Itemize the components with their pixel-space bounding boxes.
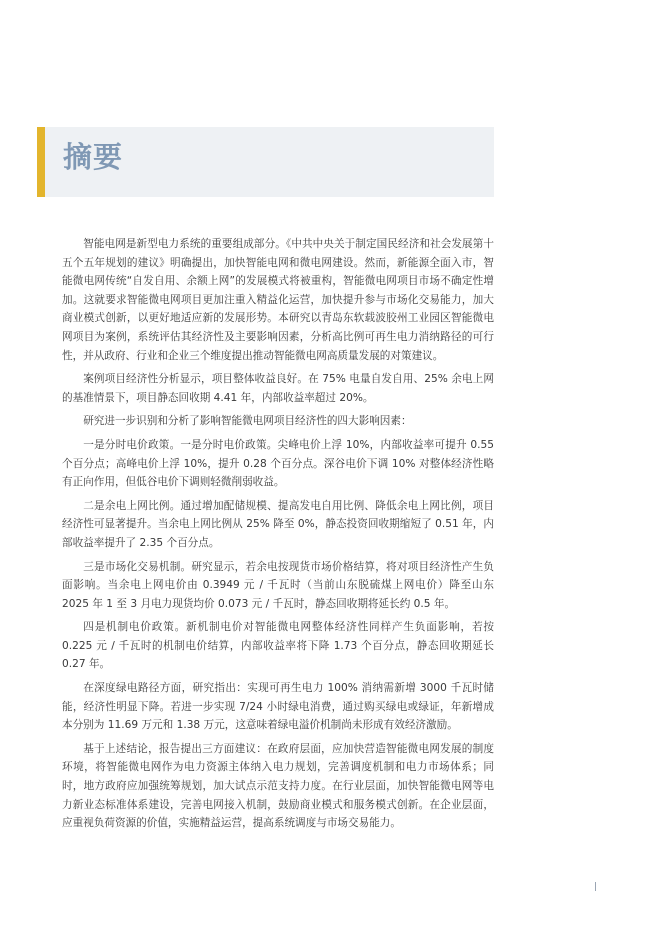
abstract-body	[62, 235, 494, 838]
page-title: 摘要	[63, 140, 124, 174]
section-title-band	[37, 127, 494, 197]
paragraph-factor-grid-export: 二是余电上网比例。通过增加配储规模、提高发电自用比例、降低余电上网比例，项目经济性可显著提升。当余电上网比例从 25% 降至 0%，静态投资回收期缩短了 0.51 年，内部收益率提升了 2.35 个百分点。	[62, 499, 494, 549]
paragraph-recommendations: 基于上述结论，报告提出三方面建议：在政府层面，应加快营造智能微电网发展的制度环境，将智能微电网作为电力资源主体纳入电力规划，完善调度机制和电力市场体系；同时，地方政府应加强统筹规划，加大试点示范支持力度。在行业层面，加快智能微电网等电力新业态标准体系建设，完善电网接入机制，鼓励商业模式和服务模式创新。在企业层面，应重视负荷资源的价值，实施精益运营，提高系统调度与市场交易能力。	[62, 742, 494, 830]
paragraph-economics: 案例项目经济性分析显示，项目整体收益良好。在 75% 电量自发自用、25% 余电上网的基准情景下，项目静态回收期 4.41 年，内部收益率超过 20%。	[62, 373, 494, 404]
title-accent-bar	[37, 127, 45, 197]
paragraph-factors-intro: 研究进一步识别和分析了影响智能微电网项目经济性的四大影响因素：	[83, 415, 412, 428]
paragraph-factor-market-trading: 三是市场化交易机制。研究显示，若余电按现货市场价格结算，将对项目经济性产生负面影响。当余电上网电价由 0.3949 元 / 千瓦时（当前山东脱硫煤上网电价）降至山东 2025 年 1 至 3 月电力现货均价 0.073 元 / 千瓦时，静态回收期将延长约 0.5 年。	[62, 560, 494, 610]
paragraph-intro: 智能电网是新型电力系统的重要组成部分。《中共中央关于制定国民经济和社会发展第十五个五年规划的建议》明确提出，加快智能电网和微电网建设。然而，新能源全面入市，智能微电网传统“自发自用、余额上网”的发展模式将被重构，智能微电网项目市场不确定性增加。这就要求智能微电网项目更加注重入精益化运营，加快提升参与市场化交易能力，加大商业模式创新，以更好地适应新的发展形势。本研究以青岛东软载波胶州工业园区智能微电网项目为案例，系统评估其经济性及主要影响因素，分析高比例可再生电力消纳路径的可行性，并从政府、行业和企业三个维度提出推动智能微电网高质量发展的对策建议。	[62, 238, 494, 362]
paragraph-green-power-path: 在深度绿电路径方面，研究指出：实现可再生电力 100% 消纳需新增 3000 千瓦时储能，经济性明显下降。若进一步实现 7/24 小时绿电消费，通过购买绿电或绿证，年新增成本分别为 11.69 万元和 1.38 万元，这意味着绿电溢价机制尚未形成有效经济激励。	[62, 682, 494, 732]
paragraph-factor-mechanism-price: 四是机制电价政策。新机制电价对智能微电网整体经济性同样产生负面影响，若按 0.225 元 / 千瓦时的机制电价结算，内部收益率将下降 1.73 个百分点，静态回收期延长 0.27 年。	[62, 621, 494, 671]
paragraph-factor-tou-pricing: 一是分时电价政策。一是分时电价政策。尖峰电价上浮 10%，内部收益率可提升 0.55 个百分点；高峰电价上浮 10%，提升 0.28 个百分点。深谷电价下调 10% 对整体经济性略有正向作用，但低谷电价下调则轻微削弱收益。	[62, 438, 494, 489]
page-number-marker	[595, 882, 596, 891]
